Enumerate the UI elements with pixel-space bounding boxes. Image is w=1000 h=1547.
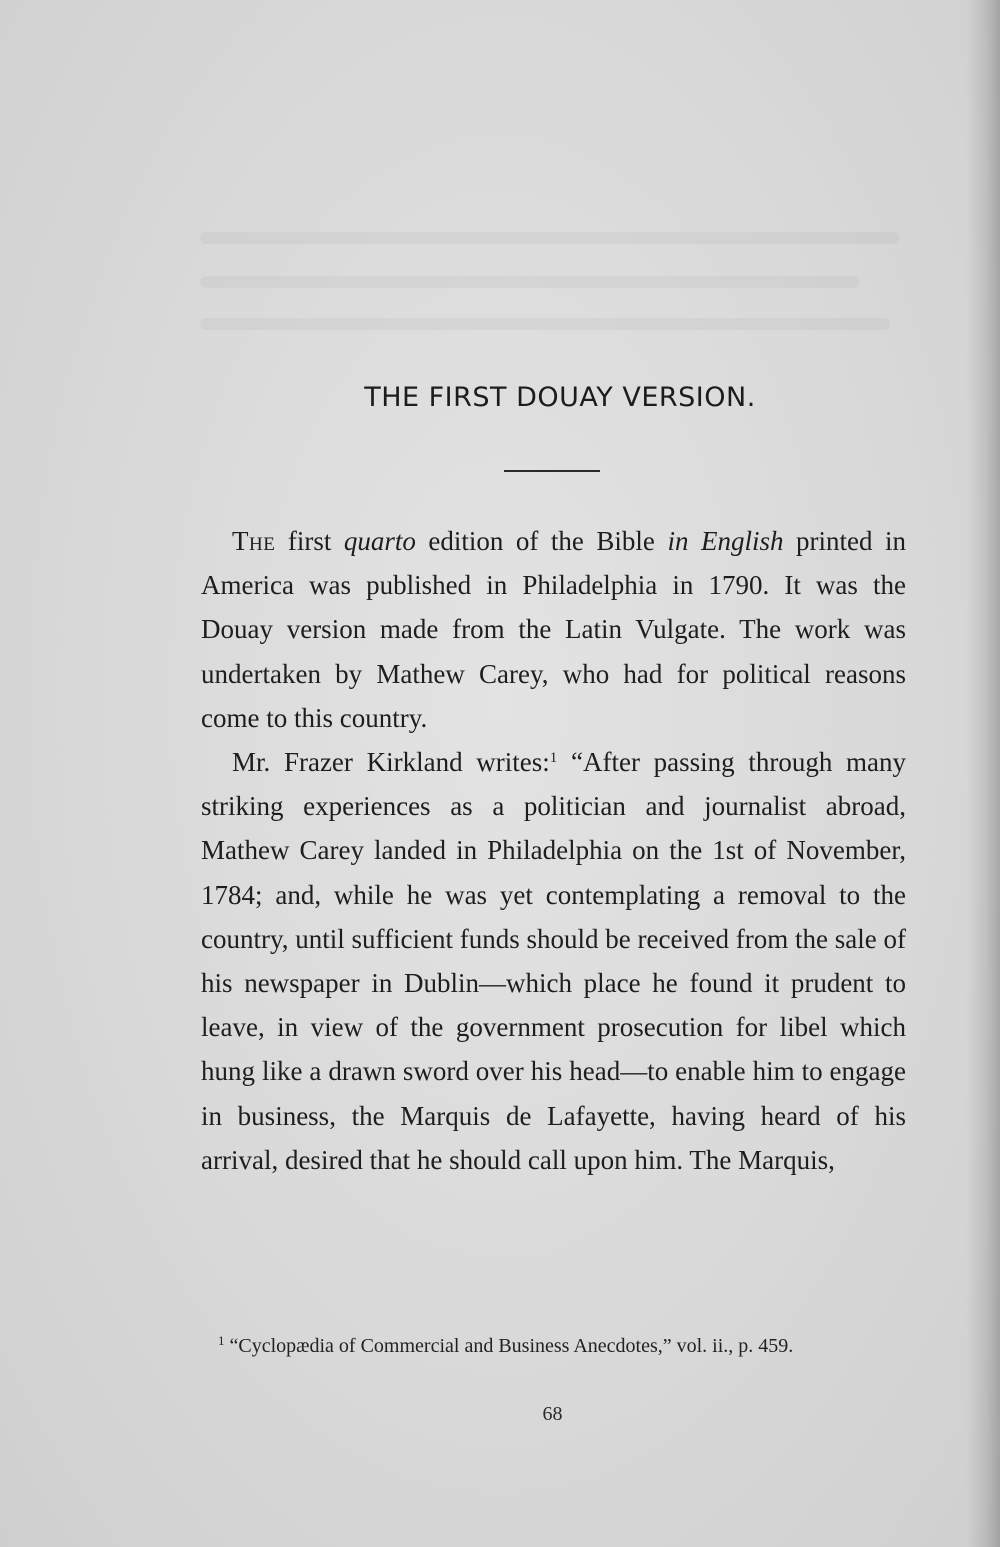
show-through-text xyxy=(200,276,860,288)
body-text xyxy=(201,519,906,1182)
paragraph xyxy=(201,519,906,740)
paragraph-text: printed in America was published in Philadelphia in 1790. It was the Douay version made from the Latin Vulgate. The work was undertaken by Mathew Carey, who had for political reasons come to this country. xyxy=(201,526,906,733)
footnote-marker: 1 xyxy=(218,1333,225,1348)
show-through-text xyxy=(200,232,900,244)
footnote xyxy=(201,1329,917,1363)
title-divider xyxy=(504,470,600,472)
footnote-reference: 1 xyxy=(549,750,558,767)
show-through-text xyxy=(200,318,890,330)
italic-term: in English xyxy=(667,526,784,556)
lead-word: The xyxy=(232,526,276,556)
paragraph-text: first xyxy=(275,526,344,556)
chapter-title: THE FIRST DOUAY VERSION. xyxy=(364,382,756,413)
italic-term: quarto xyxy=(343,526,416,556)
paragraph-text: Mr. Frazer Kirkland writes: xyxy=(232,747,550,778)
paragraph xyxy=(201,740,906,1182)
page-edge-shadow xyxy=(966,0,1000,1547)
page-number: 68 xyxy=(542,1403,563,1425)
footnote-paragraph xyxy=(201,1329,917,1363)
paragraph-text: “After passing through many striking experiences as a politician and journalist abroad, Mathew Carey landed in Philadelphia on the 1st of November, 1784; and, while he was yet contemplating a removal to the country, until sufficient funds should be received from the sale of his newspaper in Dublin—which place he found it prudent to leave, in view of the government prosecution for libel which hung like a drawn sword over his head—to enable him to engage in business, the Marquis de Lafayette, having heard of his arrival, desired that he should call upon him. The Marquis, xyxy=(201,747,907,1175)
paragraph-text: edition of the Bible xyxy=(415,526,668,556)
footnote-text: “Cyclopædia of Commercial and Business Anecdotes,” vol. ii., p. 459. xyxy=(224,1335,794,1357)
